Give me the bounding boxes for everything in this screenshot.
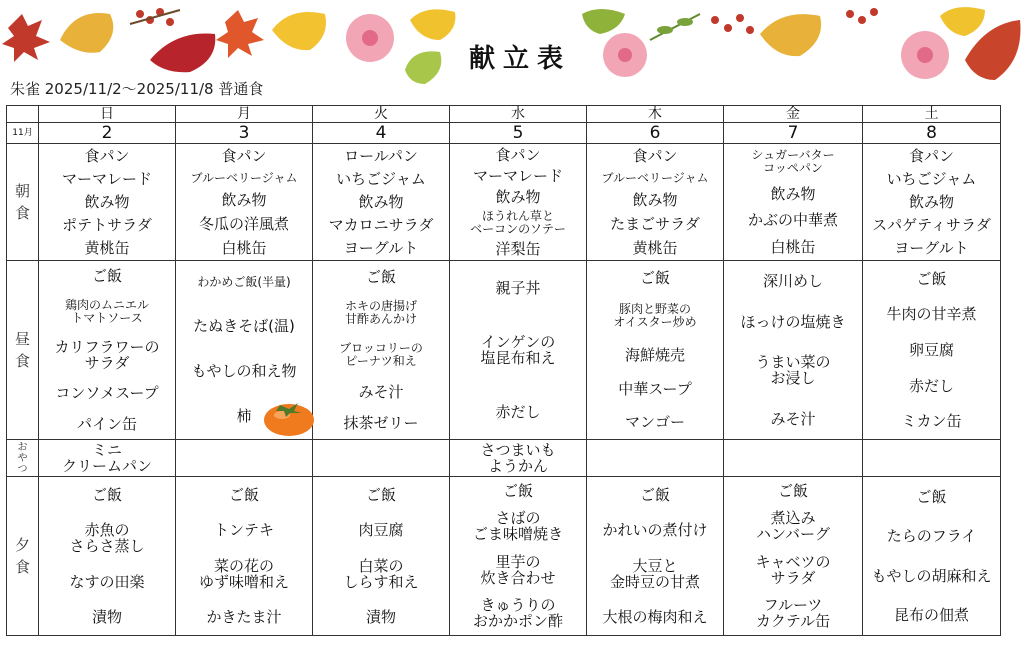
menu-item: 食パン	[495, 145, 541, 164]
snack-cell	[176, 440, 313, 477]
menu-item: ミニ クリームパン	[61, 441, 152, 475]
dinner-cell	[39, 477, 176, 636]
breakfast-cell	[176, 144, 313, 261]
menu-item: マーマレード	[61, 169, 152, 188]
menu-item: 食パン	[221, 146, 267, 165]
month-label: 11月	[7, 123, 39, 144]
menu-item: 深川めし	[762, 272, 823, 291]
snack-items	[176, 440, 312, 476]
menu-item: 黄桃缶	[632, 239, 678, 258]
page-title: 献立表	[468, 44, 571, 74]
lunch-cell	[313, 261, 450, 440]
menu-item: 黄桃缶	[84, 239, 130, 258]
menu-item: カリフラワーの サラダ	[54, 337, 160, 372]
menu-item: ご飯	[916, 487, 947, 506]
breakfast-items	[313, 144, 449, 260]
breakfast-cell	[313, 144, 450, 261]
dinner-label: 夕 食	[7, 477, 39, 636]
menu-item: ホキの唐揚げ 甘酢あんかけ	[344, 299, 417, 327]
breakfast-cell	[450, 144, 587, 261]
green-leaf-icon	[405, 51, 441, 84]
menu-item: パイン缶	[76, 414, 137, 433]
menu-item: 肉豆腐	[358, 521, 404, 540]
breakfast-items	[587, 144, 723, 260]
weekday-header: 火	[313, 106, 450, 123]
pink-flower-icon	[603, 33, 647, 77]
breakfast-items	[176, 144, 312, 260]
menu-item: いちごジャム	[336, 169, 426, 188]
menu-item: みそ汁	[358, 382, 404, 401]
lunch-items	[39, 261, 175, 439]
menu-item: 牛肉の甘辛煮	[886, 305, 977, 324]
breakfast-cell	[39, 144, 176, 261]
weekday-header: 金	[724, 106, 863, 123]
lunch-cell	[863, 261, 1001, 440]
menu-item: 飲み物	[495, 187, 541, 206]
menu-item: 煮込み ハンバーグ	[756, 509, 830, 544]
breakfast-items	[39, 144, 175, 260]
lunch-items	[863, 261, 1000, 439]
breakfast-cell	[587, 144, 724, 261]
menu-item: 食パン	[84, 146, 130, 165]
menu-item: ヨーグルト	[894, 239, 969, 258]
breakfast-cell	[863, 144, 1001, 261]
snack-items	[450, 440, 586, 476]
snack-cell	[39, 440, 176, 477]
menu-item: 豚肉と野菜の オイスター炒め	[613, 302, 697, 330]
menu-item: 赤だし	[495, 403, 541, 421]
breakfast-row	[7, 144, 1001, 261]
persimmon-icon	[262, 395, 316, 437]
menu-item: たぬきそば(温)	[193, 316, 295, 335]
menu-item: 漬物	[365, 608, 396, 627]
snack-items	[587, 440, 723, 476]
menu-item: ご飯	[228, 485, 259, 504]
menu-item: 海鮮焼売	[624, 345, 685, 364]
menu-item: ご飯	[639, 485, 670, 504]
menu-item: ご飯	[916, 269, 947, 288]
menu-item: 赤魚の さらさ蒸し	[69, 521, 145, 556]
dinner-cell	[587, 477, 724, 636]
menu-item: ご飯	[502, 481, 533, 500]
ginkgo-leaf-icon	[760, 14, 821, 56]
menu-item: キャベツの サラダ	[755, 552, 831, 587]
dinner-items	[450, 477, 586, 635]
lunch-items	[313, 261, 449, 439]
maple-leaf-icon	[216, 10, 264, 58]
dinner-cell	[176, 477, 313, 636]
breakfast-label: 朝 食	[7, 144, 39, 261]
menu-item: かぶの中華煮	[747, 211, 838, 230]
menu-item: もやしの胡麻和え	[871, 566, 992, 585]
date-row	[7, 123, 1001, 144]
menu-item: 親子丼	[495, 279, 541, 297]
lunch-cell	[39, 261, 176, 440]
menu-item: 大根の梅肉和え	[602, 608, 708, 627]
dinner-items	[863, 477, 1000, 635]
breakfast-cell	[724, 144, 863, 261]
date-header: 8	[863, 123, 1001, 144]
green-leaf-icon	[582, 9, 625, 34]
snack-items	[313, 440, 449, 476]
yellow-leaf-icon	[940, 7, 985, 36]
menu-item: 卵豆腐	[908, 340, 954, 359]
menu-item: 昆布の佃煮	[893, 606, 969, 625]
ginkgo-leaf-icon	[272, 12, 326, 50]
menu-item: わかめご飯(半量)	[197, 274, 291, 289]
menu-item: 飲み物	[221, 191, 267, 210]
lunch-items	[450, 261, 586, 439]
date-header: 3	[176, 123, 313, 144]
dinner-row	[7, 477, 1001, 636]
snack-items	[724, 440, 862, 476]
breakfast-items	[724, 144, 862, 260]
menu-item: ご飯	[777, 481, 808, 500]
menu-item: 飲み物	[908, 192, 954, 211]
date-header: 5	[450, 123, 587, 144]
menu-item	[863, 456, 1000, 460]
dinner-cell	[450, 477, 587, 636]
dinner-items	[724, 477, 862, 635]
menu-item: 赤だし	[908, 376, 954, 395]
menu-item: ご飯	[91, 485, 122, 504]
menu-item: ポテトサラダ	[62, 216, 152, 235]
menu-item: 菜の花の ゆず味噌和え	[198, 556, 289, 591]
menu-item: 飲み物	[770, 184, 816, 203]
menu-item: 柿	[236, 407, 252, 426]
menu-item: 中華スープ	[618, 379, 692, 398]
menu-item: 食パン	[632, 146, 678, 165]
menu-item: ご飯	[365, 485, 396, 504]
menu-item: かれいの煮付け	[602, 521, 708, 540]
dinner-items	[313, 477, 449, 635]
menu-item: さつまいも ようかん	[480, 441, 556, 475]
menu-subtitle: 朱雀 2025/11/2〜2025/11/8 普通食	[10, 80, 264, 98]
snack-cell	[313, 440, 450, 477]
breakfast-items	[863, 144, 1000, 260]
yellow-leaf-icon	[410, 9, 455, 40]
weekday-header: 木	[587, 106, 724, 123]
menu-item: ロールパン	[344, 146, 418, 165]
snack-label: お や つ	[7, 440, 39, 477]
green-branch-icon	[650, 14, 700, 40]
date-header: 4	[313, 123, 450, 144]
berry-branch-icon	[846, 8, 878, 24]
snack-cell	[863, 440, 1001, 477]
weekday-header: 土	[863, 106, 1001, 123]
dinner-items	[39, 477, 175, 635]
menu-item: ブルーベリージャム	[601, 170, 709, 185]
menu-item: マンゴー	[624, 413, 685, 432]
menu-item: ご飯	[365, 267, 396, 286]
menu-item: 白桃缶	[221, 239, 267, 258]
lunch-cell	[724, 261, 863, 440]
menu-item: ほうれん草と ベーコンのソテー	[470, 209, 566, 237]
red-leaf-icon	[150, 34, 215, 73]
menu-item: さばの ごま味噌焼き	[472, 509, 563, 544]
corner-cell	[7, 106, 39, 123]
date-header: 6	[587, 123, 724, 144]
menu-table	[6, 105, 1001, 636]
menu-item: ほっけの塩焼き	[740, 312, 846, 331]
lunch-items	[724, 261, 862, 439]
date-header: 7	[724, 123, 863, 144]
menu-item: インゲンの 塩昆布和え	[480, 333, 556, 367]
breakfast-items	[450, 144, 586, 260]
menu-item: トンテキ	[213, 521, 274, 540]
snack-row	[7, 440, 1001, 477]
menu-item: 大豆と 金時豆の甘煮	[609, 556, 700, 591]
menu-item: みそ汁	[770, 409, 816, 428]
snack-cell	[724, 440, 863, 477]
menu-item: 白菜の しらす和え	[343, 556, 419, 591]
weekday-header: 月	[176, 106, 313, 123]
snack-cell	[587, 440, 724, 477]
menu-item: フルーツ カクテル缶	[755, 596, 831, 631]
date-header: 2	[39, 123, 176, 144]
menu-item: 白桃缶	[770, 237, 816, 256]
menu-item: マーマレード	[472, 166, 563, 185]
menu-item: シュガーバター コッペパン	[751, 148, 835, 176]
menu-item: 飲み物	[84, 192, 130, 211]
menu-item: ブロッコリーの ピーナツ和え	[339, 340, 423, 368]
menu-item: マカロニサラダ	[328, 216, 434, 235]
menu-item: コンソメスープ	[55, 384, 159, 403]
maple-leaf-icon	[2, 14, 50, 62]
menu-item: 洋梨缶	[495, 240, 541, 259]
menu-item: ご飯	[639, 268, 670, 287]
menu-item: ブルーベリージャム	[190, 170, 298, 185]
menu-item: いちごジャム	[886, 169, 977, 188]
dinner-cell	[863, 477, 1001, 636]
berry-branch-icon	[711, 14, 754, 34]
dinner-cell	[313, 477, 450, 636]
menu-item: なすの田楽	[69, 572, 145, 591]
menu-item: かきたま汁	[206, 608, 282, 627]
menu-item: 冬瓜の洋風煮	[198, 215, 289, 234]
lunch-cell	[587, 261, 724, 440]
lunch-label: 昼 食	[7, 261, 39, 440]
berry-branch-icon	[130, 8, 180, 26]
snack-cell	[450, 440, 587, 477]
weekday-header: 水	[450, 106, 587, 123]
dinner-items	[176, 477, 312, 635]
ginkgo-leaf-icon	[60, 13, 113, 53]
menu-item: ご飯	[91, 267, 122, 286]
pink-flower-icon	[346, 14, 394, 62]
menu-item: たまごサラダ	[610, 215, 700, 234]
menu-item: 抹茶ゼリー	[343, 414, 419, 433]
menu-item	[313, 456, 449, 460]
menu-item: きゅうりの おかかポン酢	[472, 596, 563, 631]
weekday-header: 日	[39, 106, 176, 123]
lunch-cell	[450, 261, 587, 440]
dinner-cell	[724, 477, 863, 636]
menu-item	[587, 456, 723, 460]
menu-item: 食パン	[908, 146, 954, 165]
weekday-row	[7, 106, 1001, 123]
pink-flower-icon	[901, 31, 949, 79]
menu-item	[724, 456, 862, 460]
dinner-items	[587, 477, 723, 635]
menu-item: 漬物	[91, 608, 122, 627]
menu-item: スパゲティサラダ	[872, 216, 991, 235]
menu-item: たらのフライ	[886, 527, 977, 546]
menu-item: 飲み物	[632, 191, 678, 210]
menu-item: うまい菜の お浸し	[755, 353, 831, 388]
lunch-items	[587, 261, 723, 439]
snack-items	[39, 440, 175, 476]
menu-item: 飲み物	[358, 192, 404, 211]
menu-item: 里芋の 炊き合わせ	[480, 552, 556, 587]
menu-item: もやしの和え物	[191, 362, 297, 381]
menu-item: 鶏肉のムニエル トマトソース	[64, 297, 149, 325]
menu-item	[176, 456, 312, 460]
lunch-row	[7, 261, 1001, 440]
menu-item: ミカン缶	[901, 412, 962, 431]
menu-item: ヨーグルト	[343, 239, 419, 258]
snack-items	[863, 440, 1000, 476]
